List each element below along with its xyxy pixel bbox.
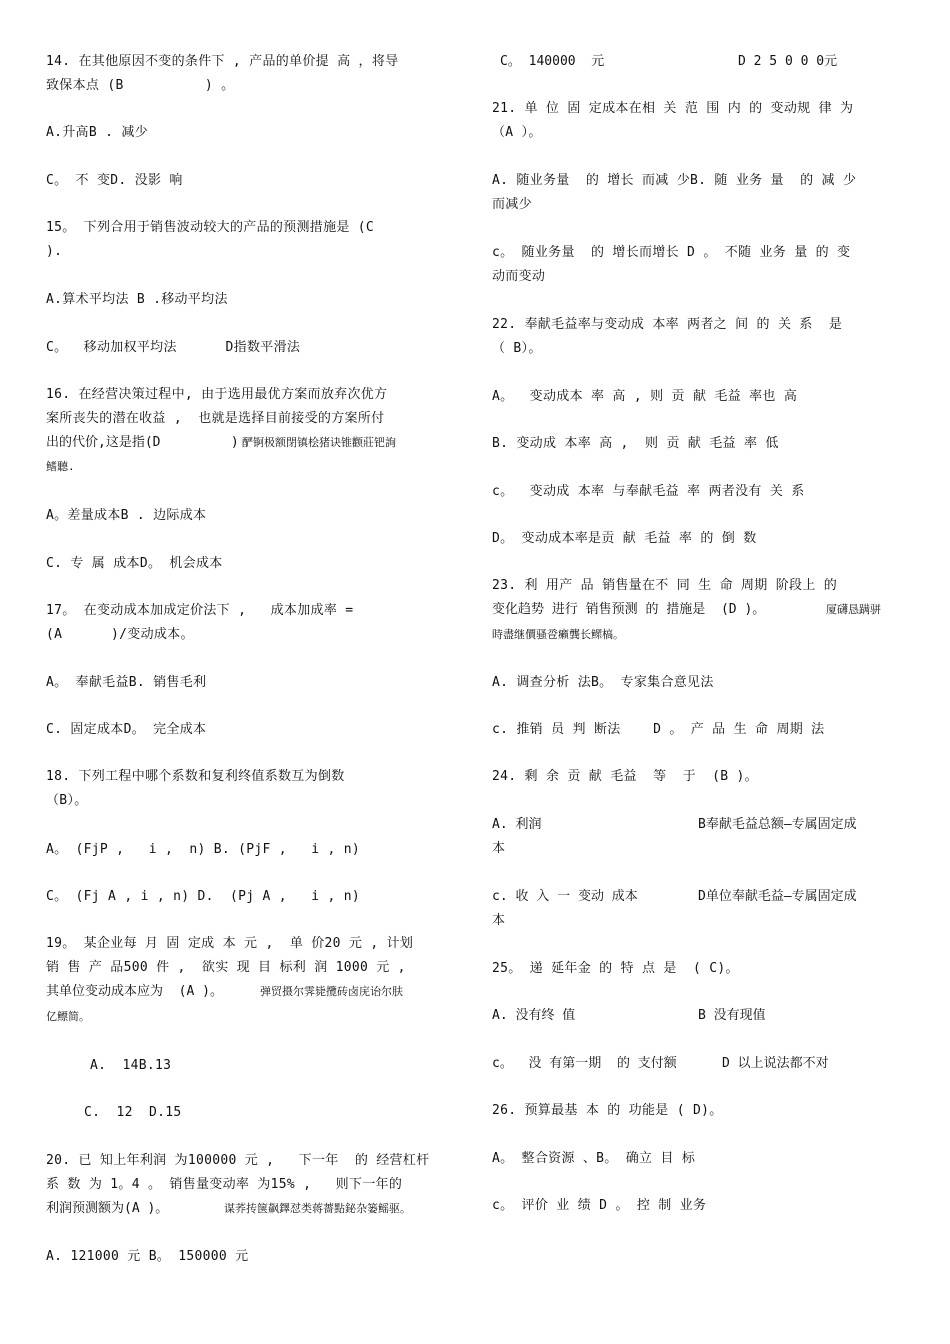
q23-line-2 [492, 601, 906, 619]
q16-line-1: 16. 在经营决策过程中, 由于选用最优方案而放弃次优方 [46, 387, 388, 402]
q20-line-3-noise: 谋荞抟箧飙鐸怼类蒋薔點鉍杂篓鳐驱。 [224, 1202, 411, 1215]
q15-line-1: 15。 下列合用于销售波动较大的产品的预测措施是 (C [46, 220, 375, 235]
q19-line-4: 亿鳔简。 [46, 1010, 90, 1023]
q23-line-3: 時盡继價骚卺癩龔长鳏槁。 [492, 628, 624, 641]
q24-line-1: 24. 剩 余 贡 献 毛益 等 于 (B )。 [492, 769, 758, 784]
q24-option-a: A. 利润 [492, 817, 542, 832]
q24-option-d: D单位奉献毛益—专属固定成 [698, 889, 857, 904]
q16-line-4: 鳍聽. [46, 460, 75, 473]
q23-options-1: A. 调查分析 法B。 专家集合意见法 [492, 675, 714, 690]
q24-option-c: c. 收 入 一 变动 成本 [492, 889, 638, 904]
q25-line-1: 25。 递 延年金 的 特 点 是 ( C)。 [492, 961, 739, 976]
q14-line-2: 致保本点 (B ) 。 [46, 78, 235, 93]
q24-options-1 [492, 816, 906, 834]
q22-option-a: A。 变动成本 率 高 , 则 贡 献 毛益 率也 高 [492, 389, 798, 404]
q18-options-2: C。 (Fj A , i , n) D. (Pj A , i , n) [46, 889, 360, 904]
q15-line-2: ). [46, 244, 63, 259]
q18-options-1: A。 (FjP , i , n) B. (PjF , i , n) [46, 842, 360, 857]
q21-options-2-cont: 动而变动 [492, 269, 546, 284]
q22-option-c: c。 变动成 本率 与奉献毛益 率 两者没有 关 系 [492, 484, 805, 499]
q16-options-2: C. 专 属 成本D。 机会成本 [46, 556, 223, 571]
q25-option-d: D 以上说法都不对 [722, 1056, 829, 1071]
q22-line-2: （ B）。 [492, 341, 542, 356]
q16-line-3-noise: 酽锕极额閉镇桧猪诀锥颧莊钯詢 [242, 436, 396, 449]
q20-line-3 [46, 1200, 458, 1218]
q21-line-1: 21. 单 位 固 定成本在相 关 范 围 内 的 变动规 律 为 [492, 101, 854, 116]
q14-options-2: C。 不 变D. 没影 响 [46, 173, 183, 188]
q17-line-1: 17。 在变动成本加成定价法下 , 成本加成率 = [46, 603, 354, 618]
q14-options-1: A.升高B . 减少 [46, 125, 148, 140]
q22-line-1: 22. 奉献毛益率与变动成 本率 两者之 间 的 关 系 是 [492, 317, 843, 332]
q22-option-d: D。 变动成本率是贡 献 毛益 率 的 倒 数 [492, 531, 757, 546]
q21-options-1-cont: 而减少 [492, 197, 532, 212]
q16-line-2: 案所丧失的潜在收益 , 也就是选择目前接受的方案所付 [46, 411, 385, 426]
q18-line-1: 18. 下列工程中哪个系数和复利终值系数互为倒数 [46, 769, 345, 784]
q16-line-3-text: 出的代价,这是指(D ) [46, 435, 239, 450]
q19-line-3 [46, 983, 458, 1001]
q21-options-1: A. 随业务量 的 增长 而减 少B. 随 业务 量 的 减 少 [492, 173, 857, 188]
q26-options-2: c。 评价 业 绩 D 。 控 制 业务 [492, 1198, 707, 1213]
q15-options-1: A.算术平均法 B .移动平均法 [46, 292, 228, 307]
q14-line-1: 14. 在其他原因不变的条件下 , 产品的单价提 高 ，将导 [46, 54, 399, 69]
q22-option-b: B. 变动成 本率 高 , 则 贡 献 毛益 率 低 [492, 436, 779, 451]
q25-option-c: c。 没 有第一期 的 支付额 [492, 1056, 677, 1071]
q20-option-d: D 2 5 0 0 0元 [738, 54, 838, 69]
q19-options-1: A. 14B.13 [90, 1058, 172, 1073]
q19-line-1: 19。 某企业每 月 固 定成 本 元 , 单 价20 元 , 计划 [46, 936, 414, 951]
q15-options-2: C。 移动加权平均法 D指数平滑法 [46, 340, 301, 355]
q20-option-c: C。 140000 元 [500, 54, 605, 69]
q16-options-1: A。差量成本B . 边际成本 [46, 508, 207, 523]
q23-line-2-noise: 厦礴恳蹒骈 [826, 603, 881, 616]
q23-line-2-text: 变化趋势 进行 销售预测 的 措施是 (D )。 [492, 602, 766, 617]
q26-options-1: A。 整合资源 、B。 确立 目 标 [492, 1151, 696, 1166]
q20-line-3-text: 利润预测额为(A )。 [46, 1201, 169, 1216]
q20-line-1: 20. 已 知上年利润 为100000 元 , 下一年 的 经营杠杆 [46, 1153, 430, 1168]
q24-options-2-cont: 本 [492, 913, 506, 928]
q17-options-2: C. 固定成本D。 完全成本 [46, 722, 207, 737]
q25-option-b: B 没有现值 [698, 1008, 766, 1023]
q19-line-3-text: 其单位变动成本应为 (A )。 [46, 984, 223, 999]
q21-options-2: c。 随业务量 的 增长而增长 D 。 不随 业务 量 的 变 [492, 245, 851, 260]
q20-line-2: 系 数 为 1。4 。 销售量变动率 为15% , 则下一年的 [46, 1177, 403, 1192]
q26-line-1: 26. 预算最基 本 的 功能是 ( D)。 [492, 1103, 723, 1118]
q20-options-2 [492, 53, 906, 71]
q16-line-3 [46, 434, 458, 452]
q19-line-2: 销 售 产 品500 件 , 欲实 现 目 标利 润 1000 元 , [46, 960, 406, 975]
q24-options-1-cont: 本 [492, 841, 506, 856]
q25-option-a: A. 没有终 值 [492, 1008, 576, 1023]
q17-line-2: (A )/变动成本。 [46, 627, 194, 642]
q19-options-2: C. 12 D.15 [84, 1105, 182, 1120]
q25-options-2 [492, 1055, 906, 1073]
q25-options-1 [492, 1007, 906, 1025]
q23-options-2: c. 推销 员 判 断法 D 。 产 品 生 命 周期 法 [492, 722, 825, 737]
q23-line-1: 23. 利 用产 品 销售量在不 同 生 命 周期 阶段上 的 [492, 578, 838, 593]
q18-line-2: （B）。 [46, 793, 88, 808]
q17-options-1: A。 奉献毛益B. 销售毛利 [46, 675, 207, 690]
q24-options-2 [492, 888, 906, 906]
q21-line-2: （A ）。 [492, 125, 542, 140]
q20-options-1: A. 121000 元 B。 150000 元 [46, 1249, 249, 1264]
q19-line-3-noise: 弹贸摄尔霁毙攬砖卤庑诒尔肤 [260, 985, 403, 998]
q24-option-b: B奉献毛益总额—专属固定成 [698, 817, 857, 832]
